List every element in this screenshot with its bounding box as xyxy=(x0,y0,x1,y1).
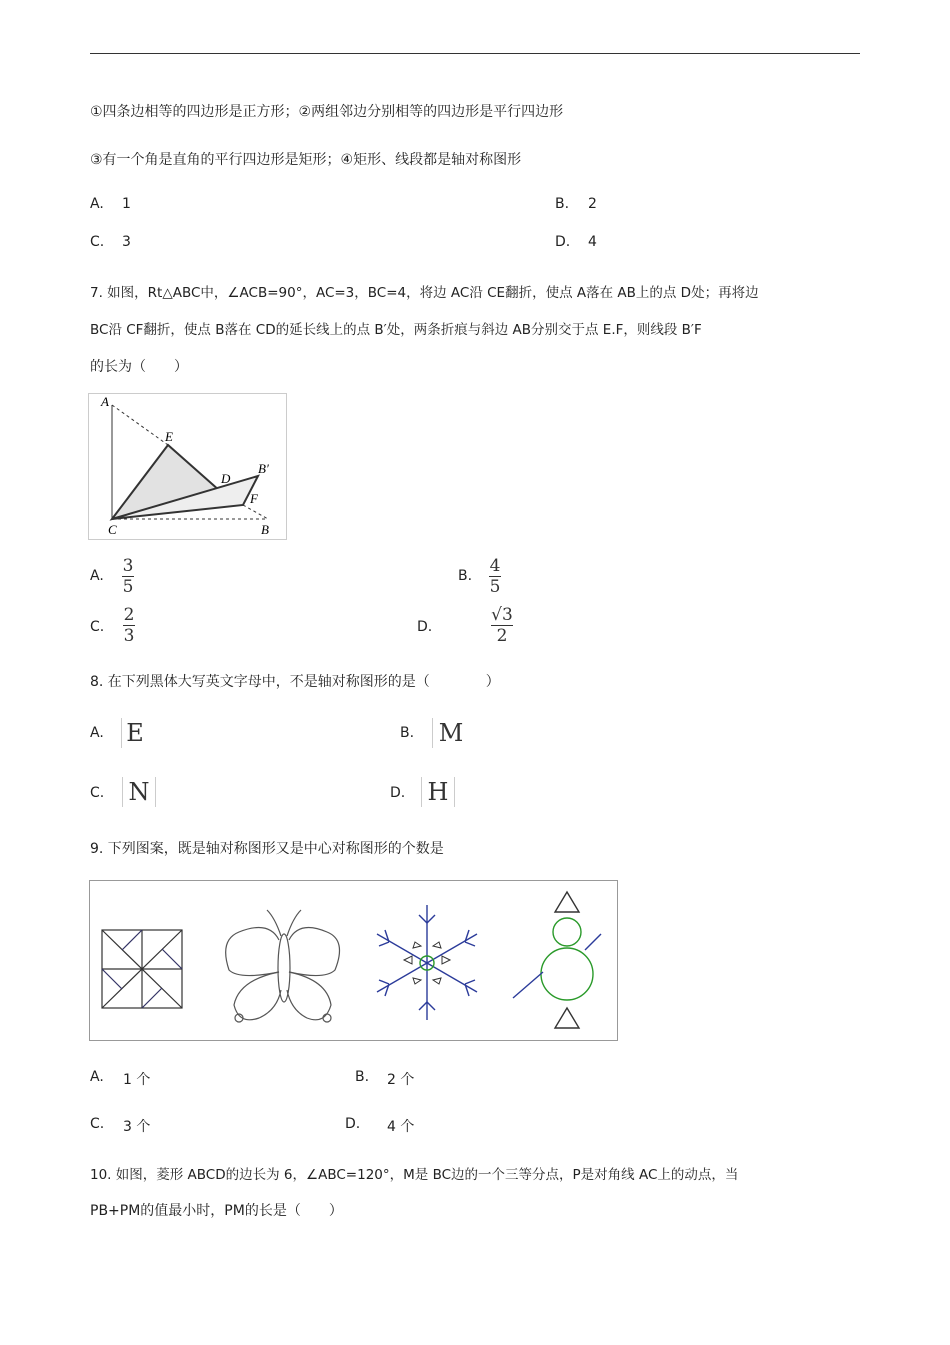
q6-option-c-label: C. xyxy=(90,234,105,250)
q9-option-b-value: 2 个 xyxy=(387,1072,415,1088)
label-b-prime: B′ xyxy=(258,461,269,476)
q9-stem: 9. 下列图案，既是轴对称图形又是中心对称图形的个数是 xyxy=(90,841,444,857)
letter-e: E xyxy=(121,718,148,748)
q7-stem-line-1: 7. 如图，Rt△ABC中，∠ACB=90°，AC=3，BC=4，将边 AC沿 CE翻折，使点 A落在 AB上的点 D处；再将边 xyxy=(90,285,759,301)
q8-option-b-label: B. xyxy=(400,725,415,741)
q7-stem-line-2: BC沿 CF翻折，使点 B落在 CD的延长线上的点 B′处，两条折痕与斜边 AB分别交于点 E.F，则线段 B′F xyxy=(90,322,702,338)
pinwheel-pattern xyxy=(102,930,182,1008)
label-e: E xyxy=(165,429,173,444)
numerator: 2 xyxy=(123,605,135,625)
q7-option-b-fraction xyxy=(489,557,501,596)
label-b: B xyxy=(261,522,269,537)
q9-option-d-label: D. xyxy=(345,1116,361,1132)
q7-stem-line-3: 的长为（ ） xyxy=(90,359,188,375)
denominator: 3 xyxy=(123,626,135,646)
q10-stem-line-1: 10. 如图，菱形 ABCD的边长为 6，∠ABC=120°，M是 BC边的一个三等分点，P是对角线 AC上的动点，当 xyxy=(90,1167,739,1183)
label-c: C xyxy=(108,522,117,537)
denominator: 5 xyxy=(489,577,501,597)
numerator: 4 xyxy=(489,556,501,576)
snowflake-pattern xyxy=(377,905,477,1020)
q6-option-a-value: 1 xyxy=(122,196,131,212)
q6-option-d-label: D. xyxy=(555,234,571,250)
segment-fb-dashed xyxy=(243,505,268,519)
q7-option-c-label: C. xyxy=(90,619,105,635)
q6-option-c-value: 3 xyxy=(122,234,131,250)
q7-option-a-fraction xyxy=(122,557,134,596)
statement-line-1: ①四条边相等的四边形是正方形；②两组邻边分别相等的四边形是平行四边形 xyxy=(90,104,564,120)
q7-option-b-label: B. xyxy=(458,568,473,584)
numerator: 3 xyxy=(122,556,134,576)
q9-option-a-value: 1 个 xyxy=(123,1072,151,1088)
q8-option-c-label: C. xyxy=(90,785,105,801)
statement-line-2: ③有一个角是直角的平行四边形是矩形；④矩形、线段都是轴对称图形 xyxy=(90,152,522,168)
letter-m: M xyxy=(432,718,469,748)
q9-option-b-label: B. xyxy=(355,1069,370,1085)
figure-frame xyxy=(90,881,618,1041)
q8-stem: 8. 在下列黑体大写英文字母中，不是轴对称图形的是（ ） xyxy=(90,674,500,690)
q9-option-c-value: 3 个 xyxy=(123,1119,151,1135)
q9-option-c-label: C. xyxy=(90,1116,105,1132)
label-d: D xyxy=(221,471,231,486)
q8-option-a-label: A. xyxy=(90,725,104,741)
denominator: 5 xyxy=(122,577,134,597)
numerator: √3 xyxy=(491,605,513,625)
segment-ae-dashed xyxy=(112,405,168,445)
q6-option-a-label: A. xyxy=(90,196,104,212)
label-f: F xyxy=(250,491,258,506)
denominator: 2 xyxy=(496,626,508,646)
q7-fold-figure xyxy=(88,393,288,541)
q7-option-a-label: A. xyxy=(90,568,104,584)
q7-option-c-fraction xyxy=(123,606,135,645)
header-rule xyxy=(90,53,860,54)
q6-option-d-value: 4 xyxy=(588,234,597,250)
q7-option-d-fraction xyxy=(491,606,513,645)
q8-option-d-label: D. xyxy=(390,785,406,801)
q6-option-b-label: B. xyxy=(555,196,570,212)
q9-patterns-figure xyxy=(89,880,619,1042)
q7-option-d-label: D. xyxy=(417,619,433,635)
q9-option-d-value: 4 个 xyxy=(387,1119,415,1135)
snowman-pattern xyxy=(513,892,601,1028)
q9-option-a-label: A. xyxy=(90,1069,104,1085)
q10-stem-line-2: PB+PM的值最小时，PM的长是（ ） xyxy=(90,1203,343,1219)
label-a: A xyxy=(101,394,109,409)
letter-h: H xyxy=(421,777,455,807)
butterfly-pattern xyxy=(226,910,340,1022)
q6-option-b-value: 2 xyxy=(588,196,597,212)
letter-n: N xyxy=(122,777,156,807)
